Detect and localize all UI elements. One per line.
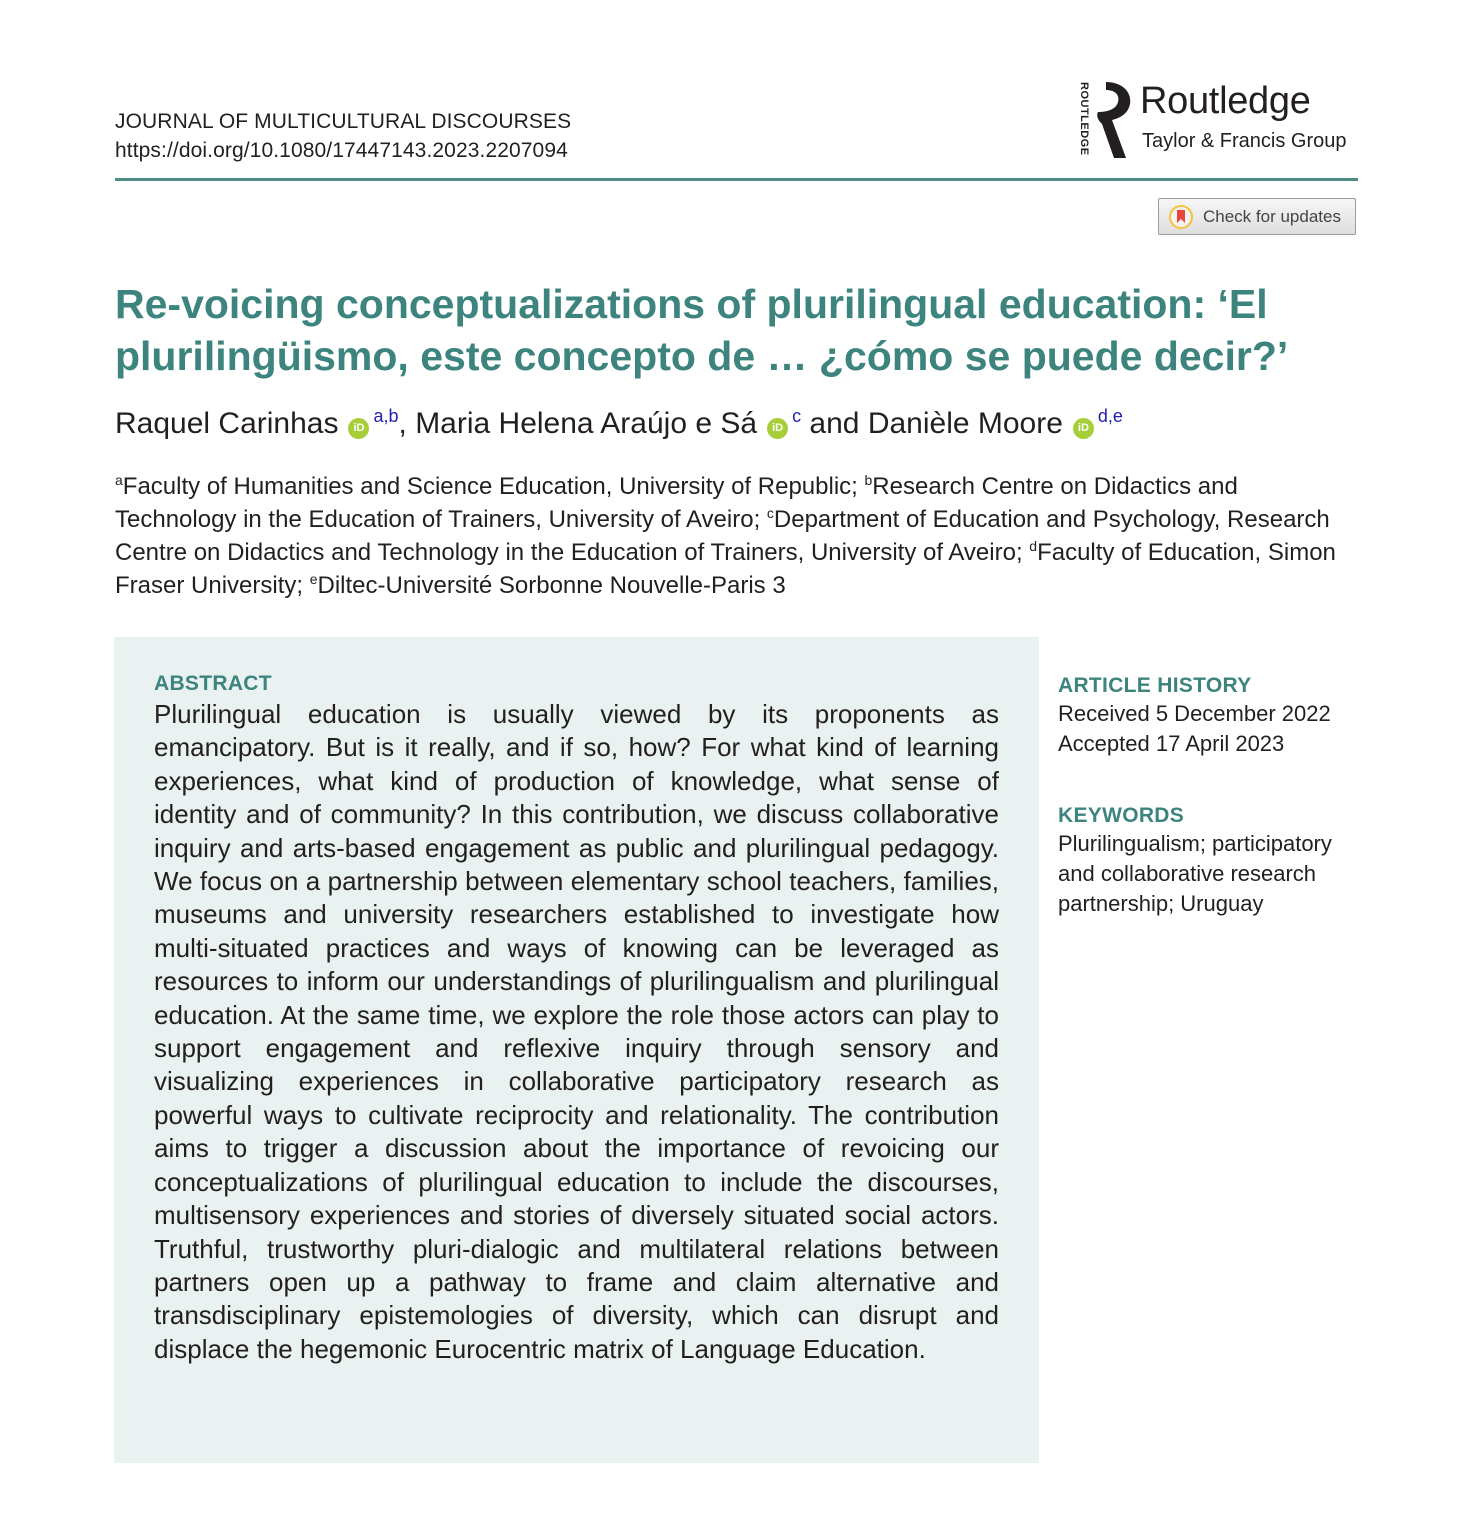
accepted-date: Accepted 17 April 2023 bbox=[1058, 731, 1285, 756]
abstract-heading: ABSTRACT bbox=[154, 672, 272, 695]
abstract-panel bbox=[114, 637, 1039, 1463]
orcid-icon[interactable]: iD bbox=[1073, 418, 1094, 439]
affiliations bbox=[115, 470, 1365, 602]
publisher-group: Taylor & Francis Group bbox=[1142, 130, 1347, 152]
author-affiliation-marker[interactable]: a,b bbox=[373, 406, 399, 426]
article-sidebar bbox=[1058, 673, 1368, 919]
affiliation-text: Research Centre on Didactics and Technology in the Education of Trainers, University of Aveiro; bbox=[115, 473, 1238, 533]
doi-link[interactable]: https://doi.org/10.1080/17447143.2023.2207094 bbox=[115, 139, 568, 162]
journal-name: JOURNAL OF MULTICULTURAL DISCOURSES bbox=[115, 110, 572, 133]
author-name: Danièle Moore bbox=[867, 407, 1063, 440]
affiliation-key: b bbox=[864, 472, 873, 488]
keywords-line: partnership; Uruguay bbox=[1058, 891, 1264, 916]
affiliation-text: Faculty of Education, Simon Fraser University; bbox=[115, 539, 1336, 599]
publisher-logo bbox=[1070, 78, 1370, 162]
keywords-heading: KEYWORDS bbox=[1058, 804, 1185, 827]
routledge-logo-icon bbox=[1092, 80, 1136, 160]
article-title: Re-voicing conceptualizations of plurilingual education: ‘El plurilingüismo, este concepto de … ¿cómo se puede decir?’ bbox=[115, 281, 1289, 379]
check-for-updates-button[interactable] bbox=[1158, 198, 1356, 235]
received-date: Received 5 December 2022 bbox=[1058, 701, 1331, 726]
check-for-updates-label: Check for updates bbox=[1203, 206, 1341, 226]
author-name: Maria Helena Araújo e Sá bbox=[415, 407, 758, 440]
affiliation-text: Department of Education and Psychology, Research Centre on Didactics and Technology in the Education of Trainers, University of Aveiro; bbox=[115, 506, 1330, 566]
article-history-heading: ARTICLE HISTORY bbox=[1058, 674, 1252, 697]
publisher-brand: Routledge bbox=[1140, 80, 1311, 122]
affiliation-key: e bbox=[309, 571, 318, 587]
author-separator: and bbox=[809, 407, 860, 440]
author-affiliation-marker[interactable]: d,e bbox=[1097, 406, 1123, 426]
keywords-line: and collaborative research bbox=[1058, 861, 1317, 886]
bookmark-badge-icon bbox=[1169, 205, 1193, 229]
author-list bbox=[115, 404, 1123, 444]
author-separator: , bbox=[398, 407, 407, 440]
affiliation-text: Diltec-Université Sorbonne Nouvelle-Paris 3 bbox=[317, 572, 786, 599]
orcid-icon[interactable]: iD bbox=[767, 418, 788, 439]
publisher-vertical-text: ROUTLEDGE bbox=[1078, 82, 1090, 156]
author-name: Raquel Carinhas bbox=[115, 407, 339, 440]
affiliation-text: Faculty of Humanities and Science Education, University of Republic; bbox=[122, 473, 858, 500]
affiliation-key: d bbox=[1029, 538, 1038, 554]
orcid-icon[interactable]: iD bbox=[348, 418, 369, 439]
journal-header bbox=[115, 107, 571, 165]
affiliation-key: a bbox=[115, 472, 123, 488]
header-divider bbox=[115, 178, 1358, 181]
keywords-line: Plurilingualism; participatory bbox=[1058, 831, 1332, 856]
affiliation-key: c bbox=[766, 505, 774, 521]
author-affiliation-marker[interactable]: c bbox=[792, 406, 802, 426]
abstract-text: Plurilingual education is usually viewed by its proponents as emancipatory. But is it really, and if so, how? For what kind of learning experiences, what kind of production of knowledge, what sense of identity and of community? In this contribution, we discuss collaborative inquiry and arts-based engagement as public and plurilingual pedagogy. We focus on a partnership between elementary school teachers, families, museums and university researchers established to investigate how multi-situated practices and ways of knowing can be leveraged as resources to inform our understandings of plurilingualism and plurilingual education. At the same time, we explore the role those actors can play to support engagement and reflexive inquiry through sensory and visualizing experiences in collaborative participatory research as powerful ways to cultivate reciprocity and relationality. The contribution aims to trigger a discussion about the importance of revoicing our conceptualizations of plurilingual education to include the discourses, multisensory experiences and stories of diversely situated social actors. Truthful, trustworthy pluri-dialogic and multilateral relations between partners open up a pathway to frame and claim alternative and transdisciplinary epistemologies of diversity, which can disrupt and displace the hegemonic Eurocentric matrix of Language Education. bbox=[154, 699, 999, 1364]
